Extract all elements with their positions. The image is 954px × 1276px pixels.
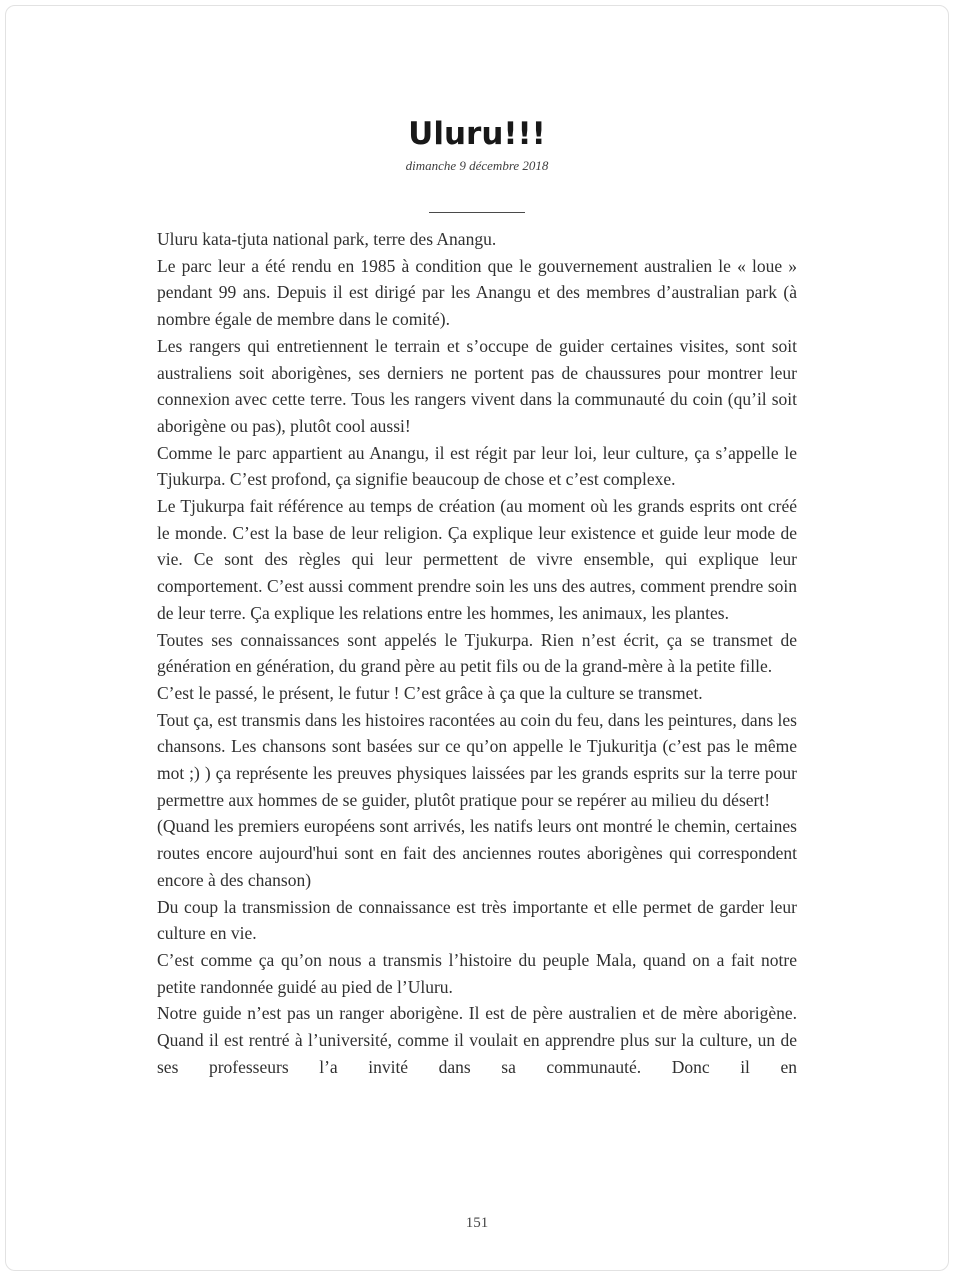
paragraph: (Quand les premiers européens sont arrivés, les natifs leurs ont montré le chemin, certaines routes encore aujourd'hui sont en fait des anciennes routes aborigènes qui correspondent encore à des chanson) [157,816,797,890]
paragraph: Le parc leur a été rendu en 1985 à condition que le gouvernement australien le « loue » pendant 99 ans. Depuis il est dirigé par les Anangu et des membres d’australian park (à nombre égale de membre dans le comité). [157,255,797,330]
article-body [157,226,797,1081]
paragraph: Comme le parc appartient au Anangu, il est régit par leur loi, leur culture, ça s’appelle le Tjukurpa. C’est profond, ça signifie beaucoup de chose et c’est complexe. [157,442,797,490]
paragraph: Tout ça, est transmis dans les histoires racontées au coin du feu, dans les peintures, dans les chansons. Les chansons sont basées sur ce qu’on appelle le Tjukuritja (c’est pas le même mot ;) ) ça représente les preuves physiques laissées par les grands esprits sur la terre pour permettre aux hommes de se guider, plutôt pratique pour se repérer au milieu du désert! [157,709,797,810]
page-title: Uluru!!! [408,116,546,152]
post-header [6,116,948,175]
post-date: dimanche 9 décembre 2018 [405,158,549,173]
paragraph: Du coup la transmission de connaissance est très importante et elle permet de garder leur culture en vie. [157,896,797,944]
paragraph: Les rangers qui entretiennent le terrain et s’occupe de guider certaines visites, sont soit australiens soit aborigènes, ses derniers ne portent pas de chaussures pour montrer leur connexion avec cette terre. Tous les rangers vivent dans la communauté du coin (qu’il soit aborigène ou pas), plutôt cool aussi! [157,335,797,436]
paragraph: Le Tjukurpa fait référence au temps de création (au moment où les grands esprits ont créé le monde. C’est la base de leur religion. Ça explique leur existence et guide leur mode de vie. Ce sont des règles qui leur permettent de vivre ensemble, qui explique leur comportement. C’est aussi comment prendre soin les uns des autres, comment prendre soin de leur terre. Ça explique les relations entre les hommes, les animaux, les plantes. [157,496,797,623]
paragraph: Uluru kata-tjuta national park, terre des Anangu. [157,229,497,249]
page-number: 151 [465,1215,489,1231]
paragraph: Notre guide n’est pas un ranger aborigène. Il est de père australien et de mère aborigène. Quand il est rentré à l’université, comme il voulait en apprendre plus sur la culture, un de ses professeurs l’a invité dans sa communauté. Donc il en [157,1003,797,1077]
paragraph: Toutes ses connaissances sont appelés le Tjukurpa. Rien n’est écrit, ça se transmet de génération en génération, du grand père au petit fils ou de la grand-mère à la petite fille. [157,629,797,677]
paragraph: C’est comme ça qu’on nous a transmis l’histoire du peuple Mala, quand on a fait notre petite randonnée guidé au pied de l’Uluru. [157,949,797,997]
paragraph: C’est le passé, le présent, le futur ! C’est grâce à ça que la culture se transmet. [157,682,703,703]
separator-line [429,212,525,213]
document-page [5,5,949,1271]
